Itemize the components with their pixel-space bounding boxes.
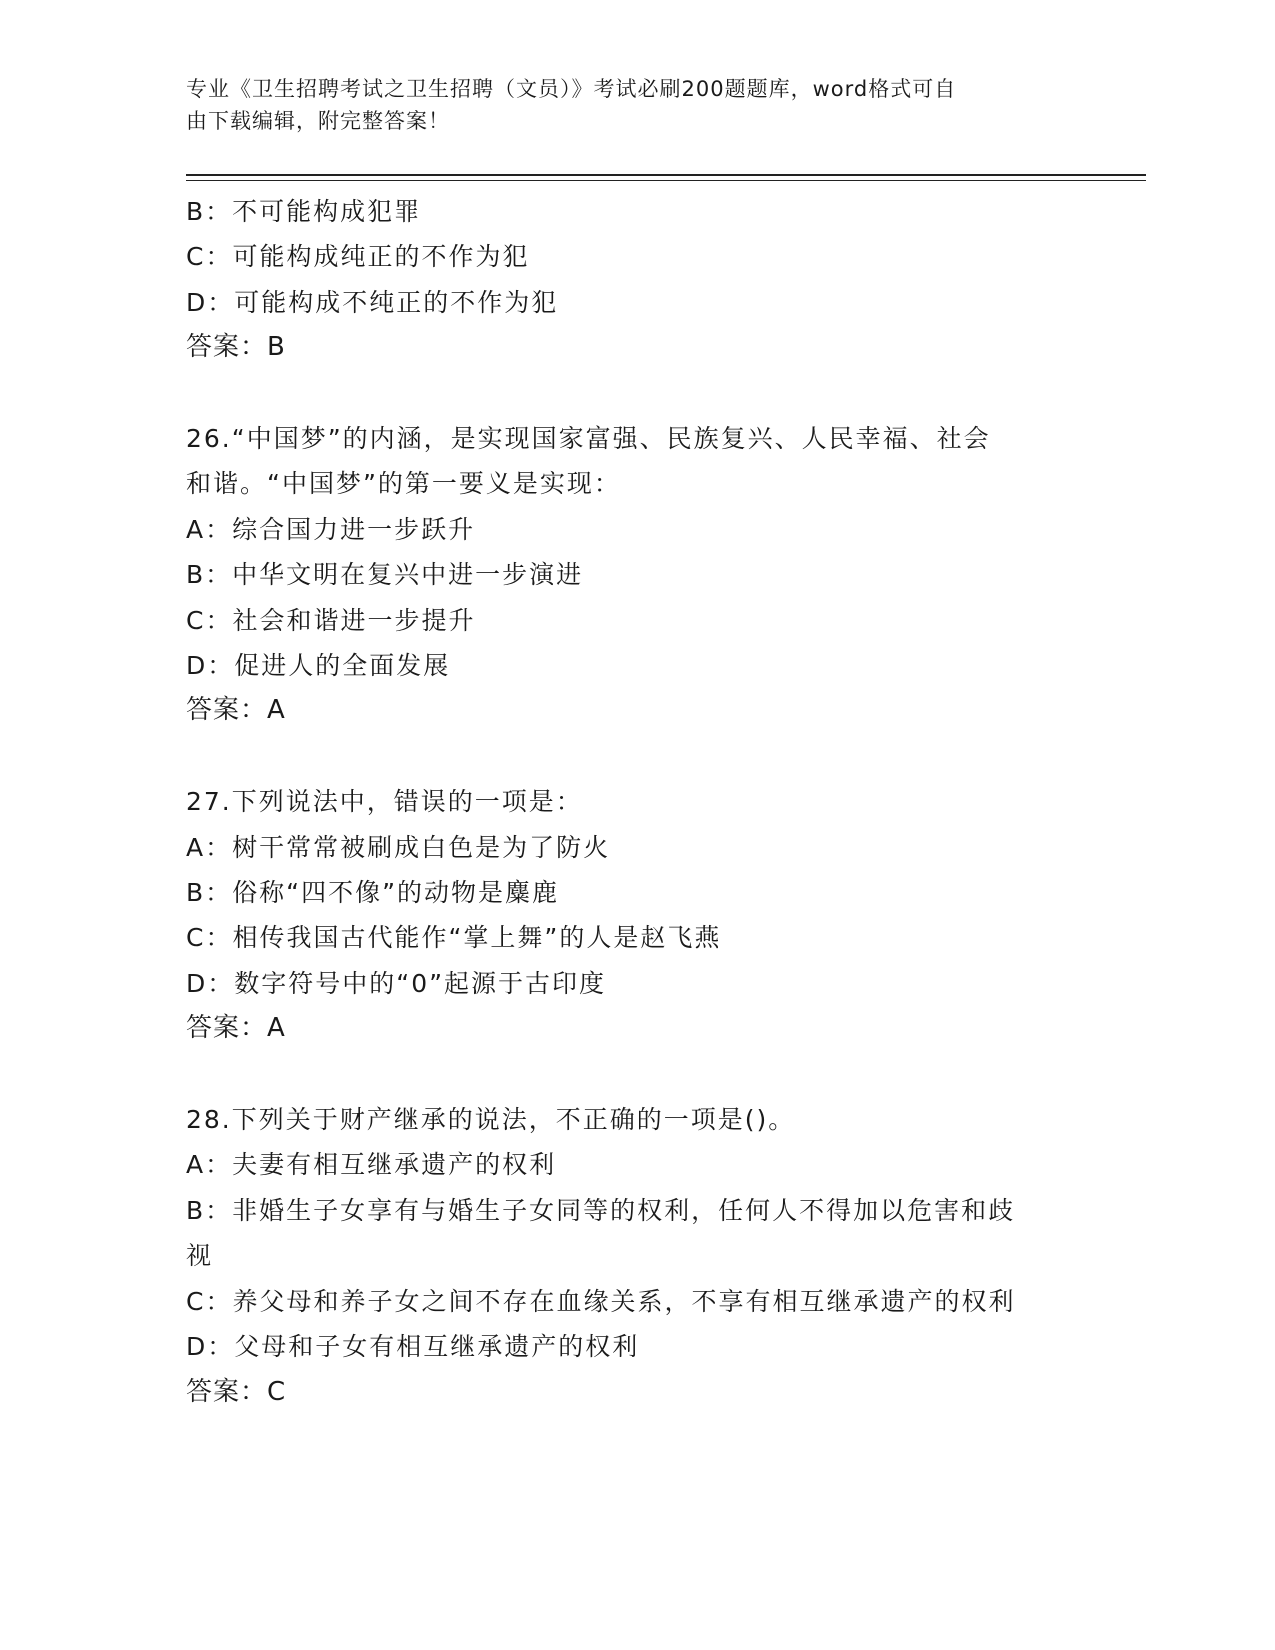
answer-line: 答案：B [186, 332, 286, 363]
option-d: D：可能构成不纯正的不作为犯 [186, 287, 559, 317]
header-rule-thick [186, 174, 1146, 176]
question-stem: 27.下列说法中，错误的一项是： [186, 787, 583, 817]
spacer [186, 734, 1066, 779]
option-c: C：相传我国古代能作“掌上舞”的人是赵飞燕 [186, 923, 722, 953]
option-b: B：俗称“四不像”的动物是麋鹿 [186, 878, 560, 908]
option-b: B：中华文明在复兴中进一步演进 [186, 560, 584, 590]
question-list [186, 189, 1066, 1415]
option-d: D：促进人的全面发展 [186, 651, 451, 681]
question-stem: 26.“中国梦”的内涵，是实现国家富强、民族复兴、人民幸福、社会 [186, 424, 991, 454]
question-block-28 [186, 1097, 1066, 1415]
answer-line: 答案：A [186, 1013, 286, 1044]
option-a: A：树干常常被刷成白色是为了防火 [186, 832, 611, 862]
option-b: B：不可能构成犯罪 [186, 197, 422, 226]
header-rule-thin [186, 180, 1146, 181]
question-block-continued [186, 189, 1066, 371]
option-c: C：可能构成纯正的不作为犯 [186, 242, 530, 272]
option-b: B：非婚生子女享有与婚生子女同等的权利，任何人不得加以危害和歧 [186, 1195, 1016, 1225]
option-c: C：社会和谐进一步提升 [186, 605, 476, 635]
document-header [186, 73, 1066, 137]
question-stem: 和谐。“中国梦”的第一要义是实现： [186, 469, 621, 499]
answer-line: 答案：A [186, 695, 286, 726]
spacer [186, 1052, 1066, 1097]
option-d: D：父母和子女有相互继承遗产的权利 [186, 1332, 640, 1362]
option-a: A：夫妻有相互继承遗产的权利 [186, 1150, 557, 1180]
spacer [186, 371, 1066, 416]
question-block-26 [186, 416, 1066, 734]
header-line: 由下载编辑，附完整答案！ [186, 109, 450, 133]
header-line: 专业《卫生招聘考试之卫生招聘（文员）》考试必刷200题题库，word格式可自 [186, 77, 957, 101]
option-a: A：综合国力进一步跃升 [186, 514, 476, 544]
option-c: C：养父母和养子女之间不存在血缘关系，不享有相互继承遗产的权利 [186, 1286, 1016, 1316]
answer-line: 答案：C [186, 1376, 287, 1407]
option-d: D：数字符号中的“0”起源于古印度 [186, 968, 607, 998]
question-stem: 28.下列关于财产继承的说法，不正确的一项是()。 [186, 1105, 796, 1135]
question-block-27 [186, 779, 1066, 1051]
option-b-continued: 视 [186, 1241, 214, 1271]
